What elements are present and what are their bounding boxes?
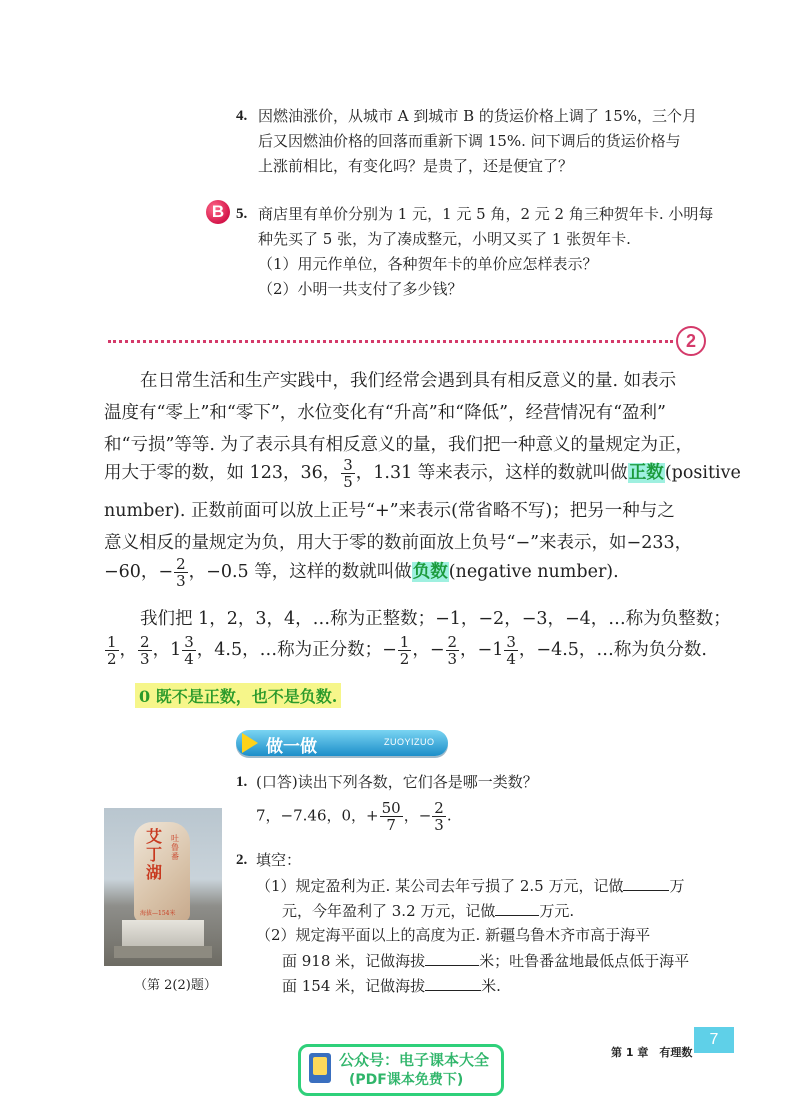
text-run: ，−4.5，…称为负分数. [518, 640, 707, 660]
question-text: (口答)读出下列各数，它们各是哪一类数？ [256, 773, 538, 791]
fraction-numerator: 1 [399, 633, 410, 651]
text-run: （1）规定盈利为正. 某公司去年亏损了 2.5 万元，记做 [256, 877, 624, 895]
answer-blank[interactable] [495, 898, 539, 916]
arrow-icon [242, 733, 258, 753]
fraction-denominator: 2 [399, 650, 410, 668]
text-run: −60，− [104, 562, 174, 582]
section-number-badge: 2 [676, 326, 706, 356]
fraction-denominator: 3 [434, 816, 444, 834]
fraction-numerator: 2 [176, 555, 186, 573]
watermark-line-1: 公众号：电子课本大全 [339, 1051, 490, 1069]
exercise-number: 5. [236, 206, 248, 222]
paragraph-line [104, 556, 619, 589]
exercise-text-line: 后又因燃油价格的回落而重新下调 15%. 问下调后的货运价格与 [258, 132, 681, 150]
text-run: ，− [412, 640, 445, 660]
exercise-text-line: 上涨前相比，有变化吗？是贵了，还是便宜了？ [258, 157, 574, 175]
fraction-numerator: 3 [506, 633, 516, 651]
text-run: 面 918 米，记做海拔 [282, 952, 426, 970]
fraction [182, 634, 196, 667]
activity-pinyin: ZUOYIZUO [384, 737, 435, 747]
stone-monument [134, 822, 190, 922]
question-number: 2. [236, 852, 248, 868]
text-run: ，1.31 等来表示，这样的数就叫做 [355, 463, 628, 483]
fraction-denominator: 3 [140, 650, 150, 668]
text-run: ，1 [152, 640, 182, 660]
text-run: 元，今年盈利了 3.2 万元，记做 [282, 902, 496, 920]
fraction [504, 634, 518, 667]
exercise-text-line: 种先买了 5 张，为了凑成整元，小明又买了 1 张贺年卡. [258, 230, 631, 248]
stone-elevation: 海拔—154米 [140, 910, 176, 917]
term-positive-number: 正数 [628, 463, 664, 483]
level-b-badge: B [206, 200, 230, 224]
answer-blank[interactable] [425, 948, 479, 966]
question-line: （2）规定海平面以上的高度为正. 新疆乌鲁木齐市高于海平 [256, 926, 651, 944]
fraction [398, 634, 412, 667]
fraction-numerator: 2 [434, 799, 444, 817]
paragraph-line [104, 634, 707, 667]
stone-inscription: 艾丁湖 [146, 827, 163, 882]
zero-note: 0 既不是正数，也不是负数. [135, 683, 341, 708]
question-line [282, 898, 574, 924]
question-line [256, 873, 685, 899]
fraction-numerator: 50 [381, 799, 401, 817]
watermark-line-2: (PDF课本免费下) [349, 1072, 464, 1088]
exercise-text-line: 商店里有单价分别为 1 元，1 元 5 角，2 元 2 角三种贺年卡. 小明每 [258, 205, 714, 223]
text-run: (negative number). [448, 562, 619, 582]
fraction-numerator: 2 [447, 633, 458, 651]
term-negative-number: 负数 [412, 562, 448, 582]
text-run: 面 154 米，记做海拔 [282, 977, 426, 995]
fraction-numerator: 3 [184, 633, 194, 651]
fraction-numerator: 2 [140, 633, 150, 651]
exercise-text-line: （2）小明一共支付了多少钱？ [258, 280, 463, 298]
page-number: 7 [694, 1027, 734, 1053]
text-run: ， [119, 640, 138, 660]
fraction [380, 800, 403, 833]
question-number: 1. [236, 774, 248, 790]
fraction [446, 634, 460, 667]
fraction-denominator: 4 [506, 650, 516, 668]
fraction-denominator: 7 [386, 816, 396, 834]
text-run: ，−1 [460, 640, 504, 660]
paragraph-line: 意义相反的量规定为负，用大于零的数前面放上负号“−”来表示，如−233， [104, 533, 693, 553]
activity-banner [236, 730, 448, 756]
text-run: ，4.5，…称为正分数；− [196, 640, 397, 660]
exercise-number: 4. [236, 108, 248, 124]
paragraph-line: 在日常生活和生产实践中，我们经常会遇到具有相反意义的量. 如表示 [140, 371, 677, 391]
text-run: 7，−7.46，0，+ [256, 806, 379, 825]
fraction-denominator: 2 [107, 650, 117, 668]
fraction-denominator: 5 [343, 473, 353, 491]
fraction-numerator: 1 [107, 633, 117, 651]
paragraph-line: 温度有“零上”和“零下”，水位变化有“升高”和“降低”，经营情况有“盈利” [104, 403, 666, 423]
stone-small-inscription: 吐鲁番 [171, 834, 179, 861]
paragraph-line [104, 457, 741, 490]
question-line [282, 948, 689, 974]
chapter-footer: 第 1 章 有理数 [611, 1046, 693, 1059]
paragraph-line: 我们把 1，2，3，4，…称为正整数；−1，−2，−3，−4，…称为负整数； [140, 609, 731, 629]
fraction-numerator: 3 [343, 456, 353, 474]
question-line [282, 973, 501, 999]
text-run: 米. [481, 977, 501, 995]
watermark-stamp [298, 1044, 504, 1096]
fraction [432, 800, 446, 833]
text-run: (positive [664, 463, 741, 483]
paragraph-line: 和“亏损”等等. 为了表示具有相反意义的量，我们把一种意义的量规定为正， [104, 435, 694, 455]
monument-base [114, 946, 212, 958]
activity-title: 做一做 [266, 737, 317, 757]
fraction [341, 457, 355, 490]
question-text: 填空： [256, 851, 302, 869]
photo-caption: （第 2(2)题） [134, 978, 217, 993]
text-run: . [446, 806, 452, 825]
exercise-text-line: （1）用元作单位，各种贺年卡的单价应怎样表示？ [258, 255, 598, 273]
fraction-denominator: 3 [447, 650, 458, 668]
fraction-denominator: 3 [176, 572, 186, 590]
paragraph-line: number). 正数前面可以放上正号“+”来表示(常省略不写)；把另一种与之 [104, 501, 675, 521]
section-divider [108, 340, 673, 343]
book-icon [309, 1053, 331, 1083]
text-run: 万元. [539, 902, 575, 920]
fraction [174, 556, 188, 589]
text-run: 米；吐鲁番盆地最低点低于海平 [479, 952, 690, 970]
answer-blank[interactable] [425, 973, 481, 991]
fraction-denominator: 4 [184, 650, 194, 668]
fraction [138, 634, 152, 667]
answer-blank[interactable] [623, 873, 669, 891]
fraction [105, 634, 119, 667]
exercise-text-line: 因燃油涨价，从城市 A 到城市 B 的货运价格上调了 15%，三个月 [258, 107, 698, 125]
number-list [256, 800, 452, 833]
text-run: 万 [669, 877, 685, 895]
text-run: ，− [403, 806, 432, 825]
text-run: ，−0.5 等，这样的数就叫做 [188, 562, 412, 582]
ayding-lake-photo [104, 808, 222, 966]
text-run: 用大于零的数，如 123，36， [104, 463, 341, 483]
